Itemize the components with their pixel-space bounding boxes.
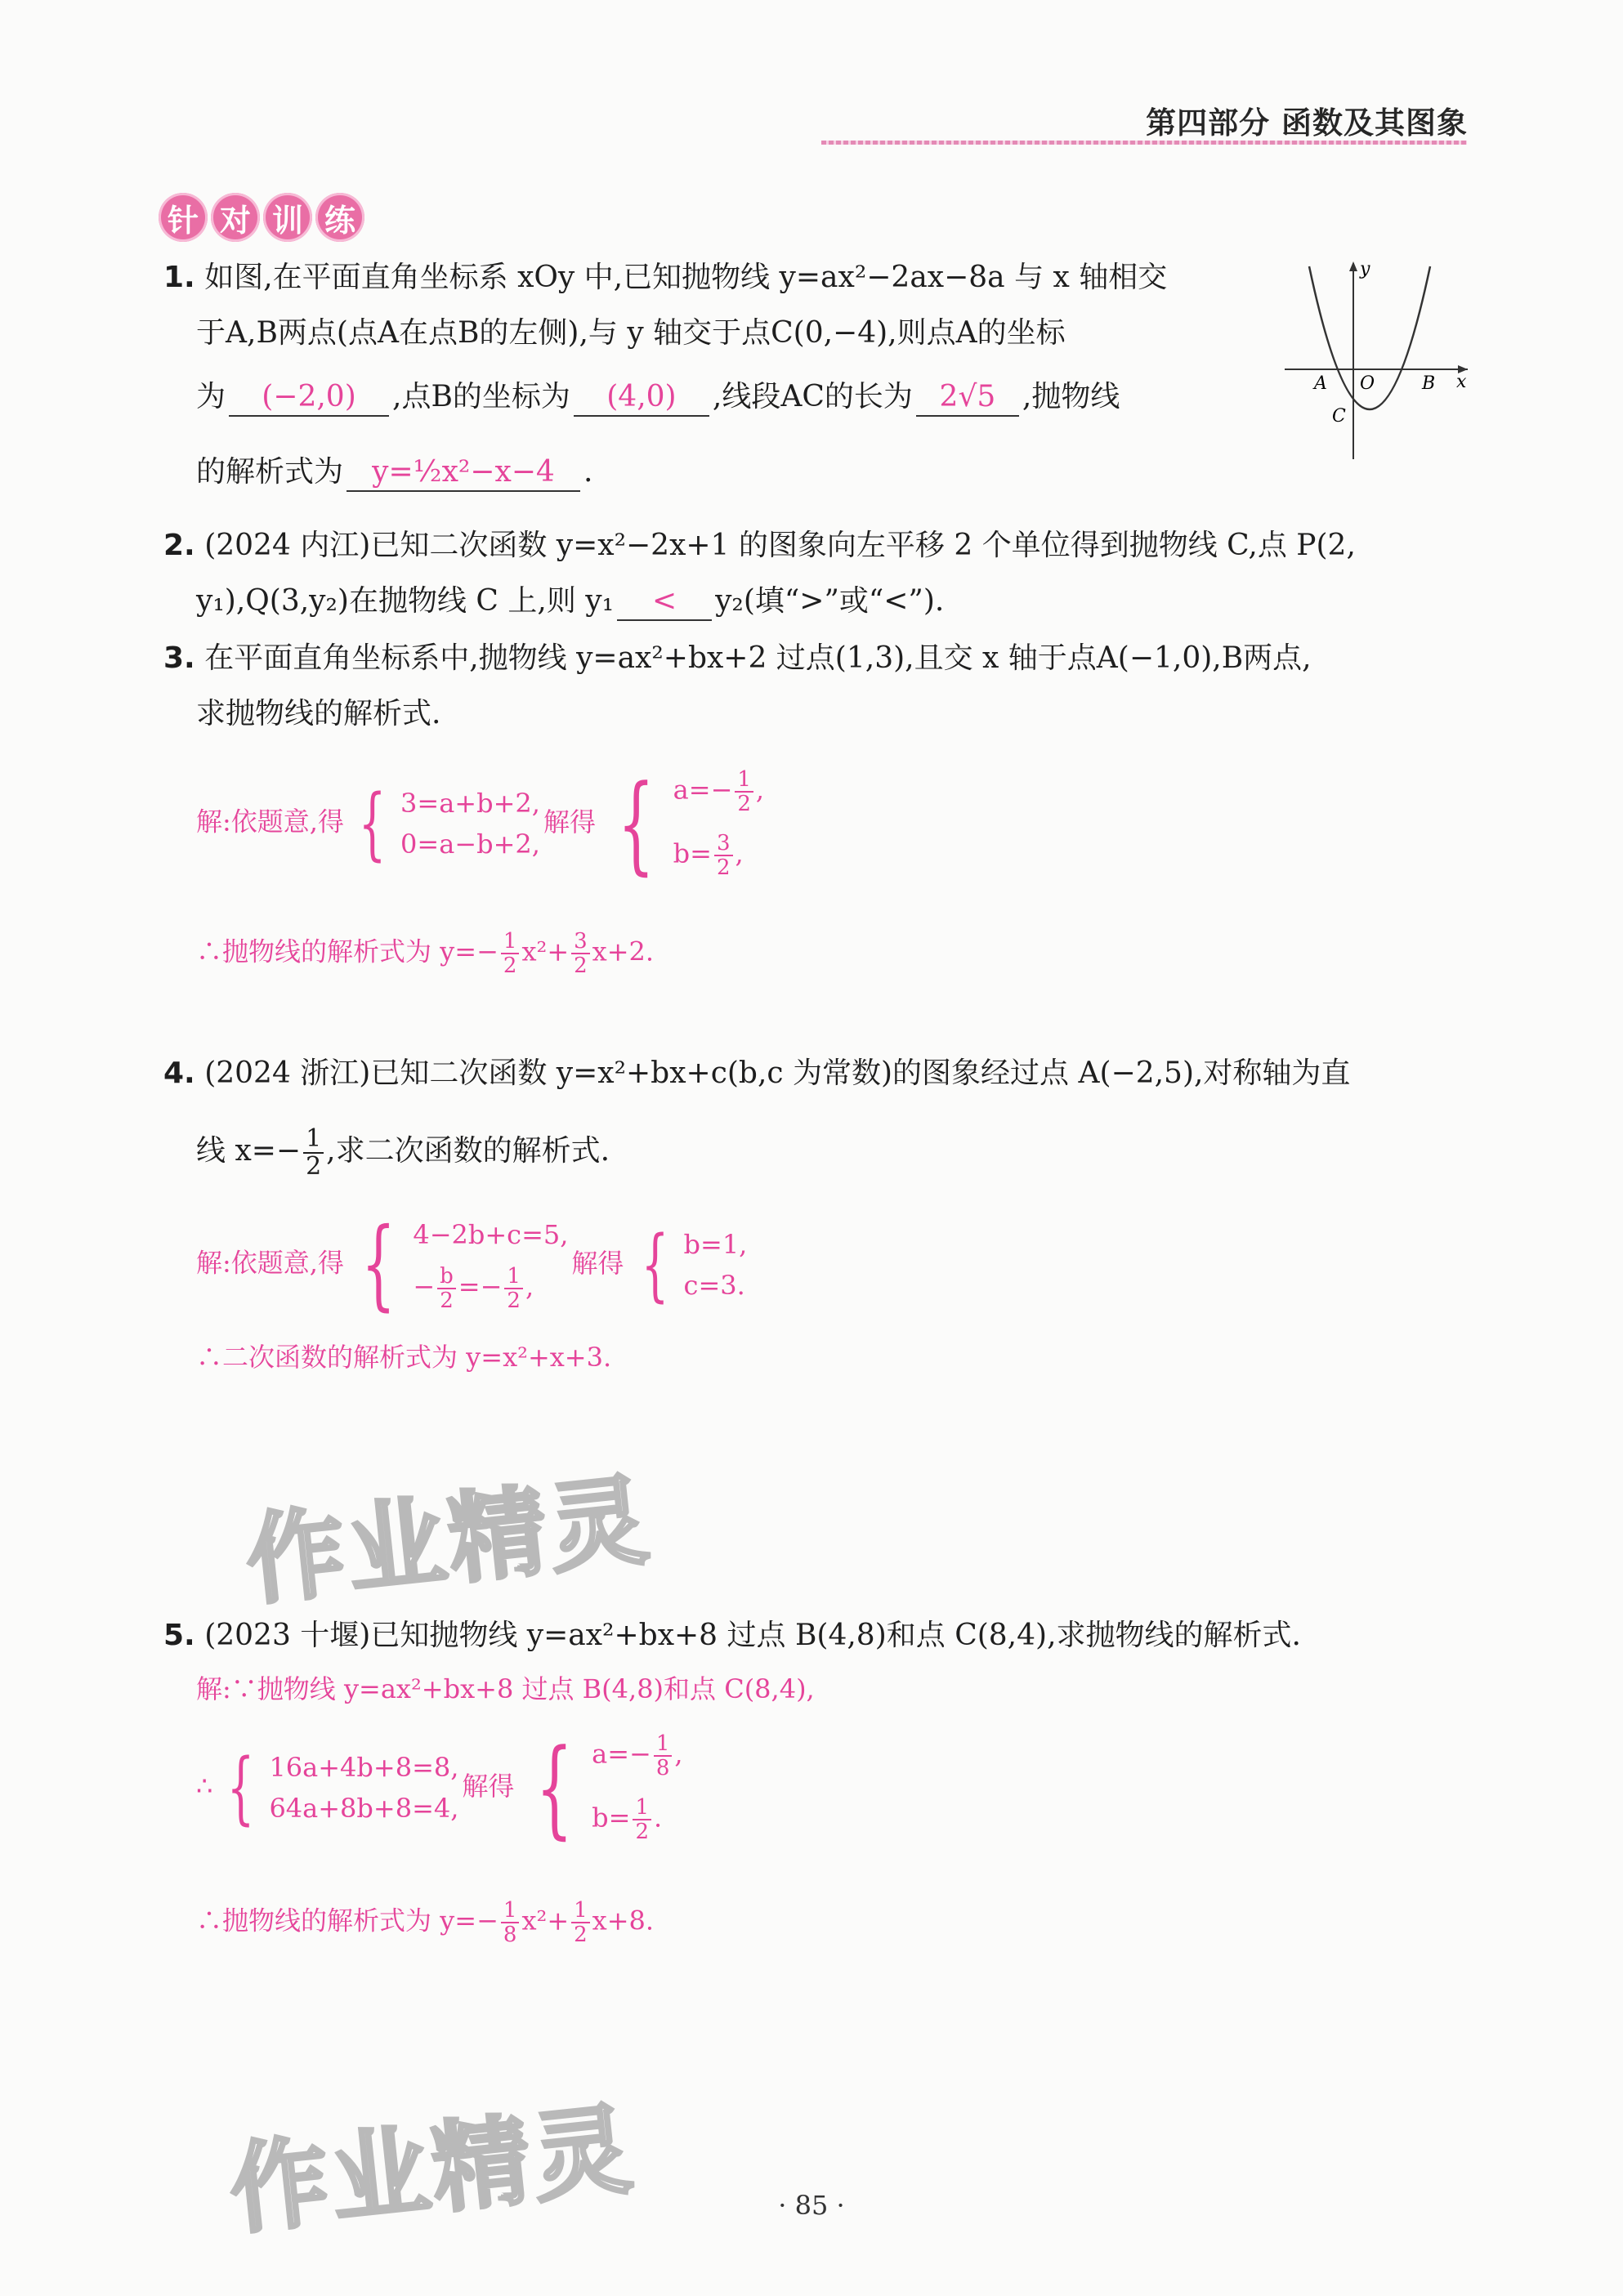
q5-sol-line1: 解:∵抛物线 y=ax²+bx+8 过点 B(4,8)和点 C(8,4), xyxy=(196,1673,815,1704)
q4-eq2-c: , xyxy=(525,1271,534,1302)
q2-answer: < xyxy=(617,583,712,621)
q2-text-2b: y₂(填“>”或“<”). xyxy=(715,584,945,618)
header-rule xyxy=(821,141,1467,145)
badge-char: 训 xyxy=(263,193,312,242)
badge-char: 练 xyxy=(315,193,364,242)
q3-solve-label: 解得 xyxy=(543,806,596,838)
frac-num: 1 xyxy=(501,930,520,954)
practice-badge xyxy=(159,193,364,248)
q4-number: 4. xyxy=(163,1056,195,1090)
q1-text-3b: ,点B的坐标为 xyxy=(392,380,570,413)
q5-solution xyxy=(196,1726,683,1850)
parabola-graph xyxy=(1285,258,1473,462)
q4-res2: c=3. xyxy=(683,1270,745,1301)
q4-solution xyxy=(196,1208,748,1321)
q5-concl-b: x²+ xyxy=(521,1905,570,1936)
frac-num: 1 xyxy=(633,1796,651,1820)
q1-text-3a: 为 xyxy=(196,380,226,413)
q5-text-1: (2023 十堰)已知抛物线 y=ax²+bx+8 过点 B(4,8)和点 C(8,4),求抛物线的解析式. xyxy=(204,1619,1301,1652)
q2-line1 xyxy=(163,526,1468,565)
q1-text-4b: . xyxy=(583,455,593,489)
frac-num: 1 xyxy=(303,1126,324,1154)
q4-text-2a: 线 x=− xyxy=(196,1134,302,1168)
label-y: y xyxy=(1360,259,1370,279)
q3-res-a-tail: , xyxy=(755,774,765,806)
watermark: 作业精灵 xyxy=(241,1463,657,1619)
badge-char: 对 xyxy=(211,193,260,242)
q3-conclusion xyxy=(196,930,654,977)
label-a: A xyxy=(1314,373,1327,394)
q3-number: 3. xyxy=(163,641,195,675)
q3-concl-c: x+2. xyxy=(592,936,655,967)
q3-text-1: 在平面直角坐标系中,抛物线 y=ax²+bx+2 过点(1,3),且交 x 轴于点A(−1,0),B两点, xyxy=(204,641,1312,675)
frac-den: 8 xyxy=(655,1756,670,1780)
frac-den: 2 xyxy=(507,1289,521,1313)
label-c: C xyxy=(1332,406,1346,427)
q5-conclusion xyxy=(196,1899,654,1946)
frac-num: 1 xyxy=(735,768,753,793)
q1-answer-expr: y=½x²−x−4 xyxy=(347,454,580,492)
q4-eq2-b: =− xyxy=(458,1271,503,1302)
brace-icon: { xyxy=(361,1208,396,1321)
q5-res-b-tail: . xyxy=(653,1802,663,1834)
q1-answer-b: (4,0) xyxy=(574,379,709,417)
frac-num: 3 xyxy=(571,930,590,954)
frac-den: 8 xyxy=(503,1923,517,1947)
frac-den: 2 xyxy=(503,954,517,978)
q5-res-a-tail: , xyxy=(674,1738,683,1770)
q5-res-a-lhs: a=− xyxy=(592,1738,651,1770)
brace-icon: { xyxy=(358,778,387,869)
q3-eq2: 0=a−b+2, xyxy=(400,829,540,860)
q3-eq1: 3=a+b+2, xyxy=(400,788,540,819)
frac-den: 2 xyxy=(635,1820,649,1844)
q3-concl-a: ∴抛物线的解析式为 y=− xyxy=(196,936,499,967)
q1-line4 xyxy=(196,453,1468,492)
q2-number: 2. xyxy=(163,529,195,562)
brace-icon: { xyxy=(227,1742,255,1834)
frac-num: 1 xyxy=(654,1732,673,1757)
brace-icon: { xyxy=(536,1726,574,1850)
watermark: 作业精灵 xyxy=(225,2093,641,2249)
frac-den: 2 xyxy=(737,792,751,816)
q3-concl-b: x²+ xyxy=(521,936,570,967)
frac-num: 1 xyxy=(501,1899,520,1923)
q1-text-4a: 的解析式为 xyxy=(196,455,344,489)
q5-number: 5. xyxy=(163,1619,195,1652)
q1-text-3d: ,抛物线 xyxy=(1022,380,1120,413)
page-number: · 85 · xyxy=(778,2190,845,2221)
frac-num: 1 xyxy=(571,1899,590,1923)
brace-icon: { xyxy=(642,1219,669,1311)
frac-den: 2 xyxy=(306,1152,322,1181)
q1-line3 xyxy=(196,377,1468,417)
q4-line1 xyxy=(163,1054,1468,1093)
section-title: 第四部分 函数及其图象 xyxy=(1146,105,1468,141)
q1-text-3c: ,线段AC的长为 xyxy=(712,380,913,413)
q3-res-a-lhs: a=− xyxy=(673,774,733,806)
label-o: O xyxy=(1360,373,1375,394)
q5-concl-c: x+8. xyxy=(592,1905,655,1936)
q4-text-1: (2024 浙江)已知二次函数 y=x²+bx+c(b,c 为常数)的图象经过点 A(−2,5),对称轴为直 xyxy=(204,1056,1351,1090)
q4-eq1: 4−2b+c=5, xyxy=(413,1219,569,1250)
q5-concl-a: ∴抛物线的解析式为 y=− xyxy=(196,1905,499,1936)
q4-conclusion: ∴二次函数的解析式为 y=x²+x+3. xyxy=(196,1342,612,1373)
label-b: B xyxy=(1422,373,1436,394)
q3-solution xyxy=(196,762,765,886)
q3-line2: 求抛物线的解析式. xyxy=(196,697,441,730)
q2-text-1: (2024 内江)已知二次函数 y=x²−2x+1 的图象向左平移 2 个单位得到抛物线 C,点 P(2, xyxy=(204,529,1356,562)
q1-answer-a: (−2,0) xyxy=(229,379,389,417)
q4-line2 xyxy=(196,1126,1468,1180)
q5-line1 xyxy=(163,1616,1468,1655)
q4-text-2b: ,求二次函数的解析式. xyxy=(326,1134,610,1168)
y-axis-arrow xyxy=(1349,261,1357,271)
q5-eq2: 64a+8b+8=4, xyxy=(269,1793,459,1824)
q1-number: 1. xyxy=(163,261,195,294)
q3-line1 xyxy=(163,639,1468,678)
brace-icon: { xyxy=(617,762,655,886)
q1-line1 xyxy=(163,258,1468,297)
q3-res-b-tail: , xyxy=(735,838,744,869)
q3-res-b-lhs: b= xyxy=(673,838,712,869)
q4-res1: b=1, xyxy=(683,1229,748,1260)
frac-den: 2 xyxy=(574,954,588,978)
frac-den: 2 xyxy=(574,1923,588,1947)
frac-num: b xyxy=(437,1265,456,1289)
label-x: x xyxy=(1456,372,1467,392)
q2-text-2a: y₁),Q(3,y₂)在抛物线 C 上,则 y₁ xyxy=(196,584,615,618)
q4-solve-label: 解得 xyxy=(571,1247,624,1279)
frac-den: 2 xyxy=(440,1289,454,1313)
q4-eq2-a: − xyxy=(413,1271,436,1302)
q1-answer-ac: 2√5 xyxy=(916,379,1019,417)
q4-sol-prefix: 解:依题意,得 xyxy=(196,1247,344,1279)
q1-line2: 于A,B两点(点A在点B的左侧),与 y 轴交于点C(0,−4),则点A的坐标 xyxy=(196,316,1066,350)
frac-num: 1 xyxy=(504,1265,523,1289)
q2-line2 xyxy=(196,582,1468,621)
q1-text-1: 如图,在平面直角坐标系 xOy 中,已知抛物线 y=ax²−2ax−8a 与 x 轴相交 xyxy=(204,261,1168,294)
frac-den: 2 xyxy=(716,855,731,880)
badge-char: 针 xyxy=(159,193,208,242)
q3-sol-prefix: 解:依题意,得 xyxy=(196,806,344,838)
frac-num: 3 xyxy=(714,832,733,856)
q5-solve-label: 解得 xyxy=(462,1770,515,1802)
q5-eq1: 16a+4b+8=8, xyxy=(269,1752,459,1783)
q5-res-b-lhs: b= xyxy=(592,1802,631,1834)
q5-therefore: ∴ xyxy=(196,1770,213,1802)
